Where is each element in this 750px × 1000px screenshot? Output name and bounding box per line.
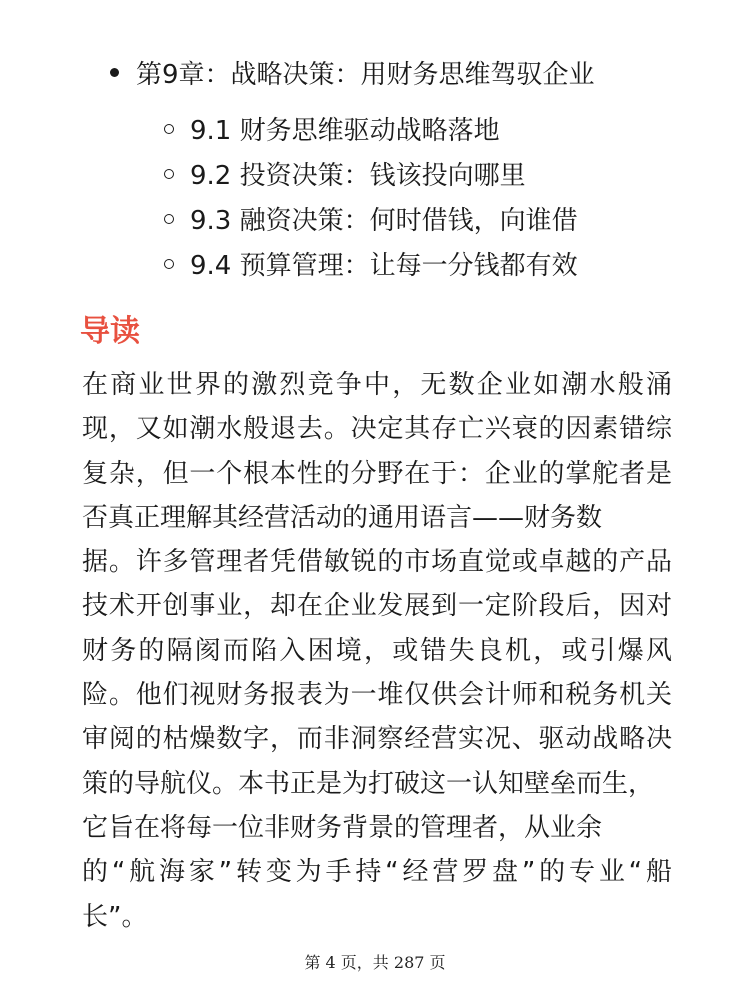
section-list [164, 106, 578, 286]
paragraph-line: 审阅的枯燥数字，而非洞察经营实况、驱动战略决 [82, 724, 672, 755]
list-item [164, 151, 578, 196]
bullet-circle-icon [164, 169, 174, 179]
section-title: 9.2 投资决策：钱该投向哪里 [190, 161, 526, 191]
chapter-title: 第9章：战略决策：用财务思维驾驭企业 [136, 59, 595, 90]
paragraph-line: 长”。 [82, 901, 148, 932]
paragraph-line: 否真正理解其经营活动的通用语言——财务数 [82, 502, 603, 533]
intro-heading: 导读 [80, 314, 140, 349]
paragraph-line: 技术开创事业，却在企业发展到一定阶段后，因对 [82, 591, 672, 622]
paragraph-line: 财务的隔阂而陷入困境，或错失良机，或引爆风 [82, 635, 672, 666]
paragraph-line: 复杂，但一个根本性的分野在于：企业的掌舵者是 [82, 458, 672, 489]
section-title: 9.4 预算管理：让每一分钱都有效 [190, 251, 578, 281]
paragraph-line: 险。他们视财务报表为一堆仅供会计师和税务机关 [82, 680, 672, 711]
chapter-bullet [110, 50, 595, 94]
bullet-circle-icon [164, 259, 174, 269]
bullet-circle-icon [164, 214, 174, 224]
paragraph-line: 它旨在将每一位非财务背景的管理者，从业余 [82, 812, 603, 843]
paragraph-line: 现，又如潮水般退去。决定其存亡兴衰的因素错综 [82, 414, 672, 445]
section-title: 9.1 财务思维驱动战略落地 [190, 116, 500, 146]
paragraph-line: 策的导航仪。本书正是为打破这一认知壁垒而生， [82, 768, 655, 799]
bullet-disc-icon [110, 68, 119, 77]
list-item [164, 106, 578, 151]
list-item [164, 196, 578, 241]
paragraph-line: 在商业世界的激烈竞争中，无数企业如潮水般涌 [82, 370, 672, 400]
intro-paragraph [82, 363, 672, 939]
section-title: 9.3 融资决策：何时借钱，向谁借 [190, 206, 578, 236]
list-item [164, 241, 578, 286]
paragraph-line: 据。许多管理者凭借敏锐的市场直觉或卓越的产品 [82, 547, 672, 578]
page-number: 第 4 页，共 287 页 [304, 953, 446, 972]
paragraph-line: 的“航海家”转变为手持“经营罗盘”的专业“船 [82, 857, 672, 888]
bullet-circle-icon [164, 124, 174, 134]
